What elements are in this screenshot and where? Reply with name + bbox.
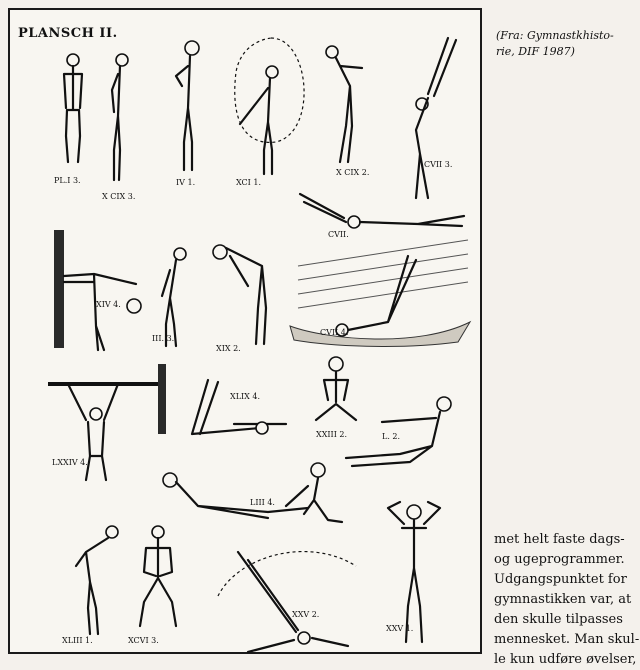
figure-hanging-bar <box>46 364 172 486</box>
label-cvii3: CVII 3. <box>424 160 453 169</box>
label-xliii1: XLIII 1. <box>62 636 93 645</box>
label-lxxiv4: LXXIV 4. <box>52 458 88 467</box>
label-cvii: CVII. <box>328 230 349 239</box>
image-caption <box>496 28 634 60</box>
figure-standing-side <box>104 50 134 188</box>
figure-forward-bend-arms-raised <box>320 38 370 168</box>
figure-arms-behind <box>170 36 210 176</box>
label-xix2: XIX 2. <box>216 344 241 353</box>
exercise-plate <box>8 8 482 654</box>
label-xcix2: X CIX 2. <box>336 168 370 177</box>
label-xcix3: X CIX 3. <box>102 192 136 201</box>
body-line: den skulle tilpasses <box>494 612 623 627</box>
body-line: mennesket. Man skul- <box>494 632 640 647</box>
label-pl1: PL.I 3. <box>54 176 81 185</box>
body-line: og ugeprogrammer. <box>494 552 625 567</box>
label-xci1: XCI 1. <box>236 178 262 187</box>
figure-leg-swing <box>208 536 360 656</box>
figure-wall-bar-bend <box>50 226 150 352</box>
figure-standing-front <box>58 50 88 170</box>
label-iv1: IV 1. <box>176 178 196 187</box>
body-line: met helt faste dags- <box>494 532 625 547</box>
label-liii4: LIII 4. <box>250 498 275 507</box>
figure-assisted-back-lift <box>158 460 348 530</box>
body-line: Udgangspunktet for <box>494 572 627 587</box>
label-cvii4: CVII 4. <box>320 328 349 337</box>
label-iii3: III. 3. <box>152 334 175 343</box>
body-text <box>494 530 638 670</box>
body-line: gymnastikken var, at <box>494 592 632 607</box>
figure-squat-hands-hips <box>130 522 184 632</box>
label-xcvi3: XCVI 3. <box>128 636 159 645</box>
label-xiv4: XIV 4. <box>96 300 121 309</box>
label-xxv1: XXV 1. <box>386 624 414 633</box>
label-xlix4: XLIX 4. <box>230 392 261 401</box>
plate-title: PLANSCH II. <box>18 26 118 41</box>
caption-line: (Fra: Gymnastkhisto- <box>496 29 614 42</box>
caption-line: rie, DIF 1987) <box>496 45 575 58</box>
figure-v-sit <box>178 374 294 444</box>
figure-forward-bow <box>206 226 282 348</box>
figure-arm-circle <box>226 32 316 178</box>
figure-back-arch <box>394 34 460 202</box>
label-xxv2: XXV 2. <box>292 610 320 619</box>
body-line: le kun udføre øvelser, <box>494 652 637 667</box>
figure-side-bend <box>66 522 126 638</box>
label-l2: L. 2. <box>382 432 401 441</box>
label-xxiii2: XXIII 2. <box>316 430 348 439</box>
figure-supine-legs-raised <box>288 230 478 350</box>
